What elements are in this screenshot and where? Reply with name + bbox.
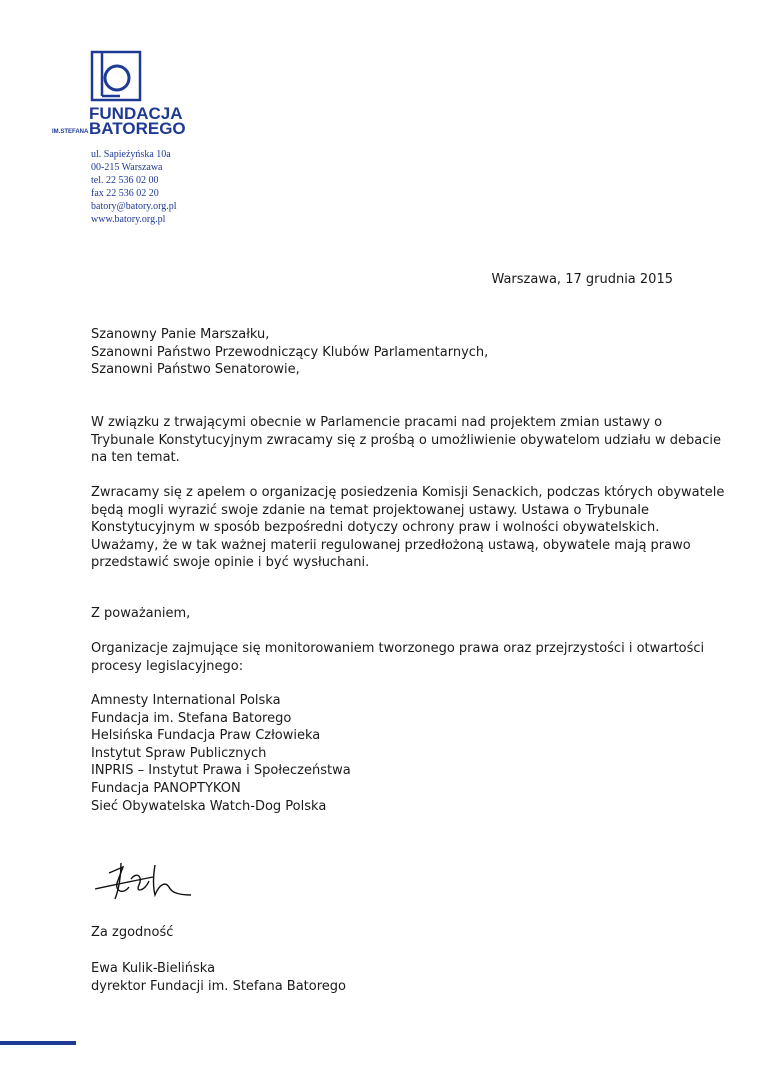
- organization-item: Sieć Obywatelska Watch-Dog Polska: [91, 798, 327, 814]
- address-phone: tel. 22 536 02 00: [91, 175, 159, 186]
- paragraph-line: będą mogli wyrazić swoje zdanie na temat projektowanej ustawy. Ustawa o Trybunale: [91, 502, 649, 518]
- logo-name-prefix: IM.STEFANA: [52, 129, 89, 135]
- address-fax: fax 22 536 02 20: [91, 188, 159, 199]
- address-city: 00-215 Warszawa: [91, 162, 163, 173]
- paragraph-line: na ten temat.: [91, 450, 180, 466]
- paragraph-line: Uważamy, że w tak ważnej materii regulowanej przedłożoną ustawą, obywatele mają prawo: [91, 537, 691, 553]
- foundation-logo-mark-icon: [90, 50, 142, 102]
- organizations-list: [91, 692, 691, 815]
- signer-block: [91, 960, 346, 995]
- salutation: [91, 326, 691, 379]
- paragraph-line: W związku z trwającymi obecnie w Parlamencie pracami nad projektem zmian ustawy o: [91, 415, 663, 430]
- paragraph-line: przedstawić swoje opinie i być wysłuchani.: [91, 555, 370, 571]
- signer-name: Ewa Kulik-Bielińska: [91, 961, 216, 976]
- paragraph-line: Zwracamy się z apelem o organizację posiedzenia Komisji Senackich, podczas których obywatele: [91, 485, 725, 500]
- organizations-intro: [91, 640, 705, 675]
- address-email[interactable]: batory@batory.org.pl: [91, 201, 177, 212]
- logo-name-line1: FUNDACJA: [89, 104, 183, 123]
- organization-item: Helsińska Fundacja Praw Człowieka: [91, 728, 321, 744]
- paragraph-line: procesy legislacyjnego:: [91, 658, 244, 674]
- organization-item: Instytut Spraw Publicznych: [91, 745, 267, 761]
- paragraph-1: [91, 414, 722, 467]
- paragraph-line: Konstytucyjnym w sposób bezpośredni dotyczy ochrony praw i wolności obywatelskich.: [91, 520, 660, 536]
- paragraph-line: Trybunale Konstytucyjnym zwracamy się z prośbą o umożliwienie obywatelom udziału w debacie: [91, 432, 722, 448]
- salutation-line: Szanowny Panie Marszałku,: [91, 327, 270, 342]
- closing: Z poważaniem,: [91, 606, 191, 621]
- paragraph-line: Organizacje zajmujące się monitorowaniem tworzonego prawa oraz przejrzystości i otwartości: [91, 641, 705, 656]
- organization-item: INPRIS – Instytut Prawa i Społeczeństwa: [91, 763, 351, 779]
- paragraph-2: [91, 484, 725, 572]
- salutation-line: Szanowni Państwo Senatorowie,: [91, 362, 300, 378]
- organization-item: Fundacja PANOPTYKON: [91, 780, 241, 796]
- organization-item: Amnesty International Polska: [91, 693, 281, 708]
- footer-accent-bar: [0, 1041, 76, 1045]
- address-website[interactable]: www.batory.org.pl: [91, 214, 166, 225]
- foundation-address: [91, 148, 177, 226]
- logo-name-line2: BATOREGO: [89, 119, 186, 138]
- za-zgodnosc: Za zgodność: [91, 925, 174, 940]
- salutation-line: Szanowni Państwo Przewodniczący Klubów Parlamentarnych,: [91, 344, 489, 360]
- signer-title: dyrektor Fundacji im. Stefana Batorego: [91, 978, 346, 994]
- address-street: ul. Sapieżyńska 10a: [91, 149, 171, 160]
- foundation-logo: [52, 50, 186, 140]
- letter-date: Warszawa, 17 grudnia 2015: [491, 272, 673, 287]
- organization-item: Fundacja im. Stefana Batorego: [91, 710, 292, 726]
- handwritten-signature: [93, 855, 193, 905]
